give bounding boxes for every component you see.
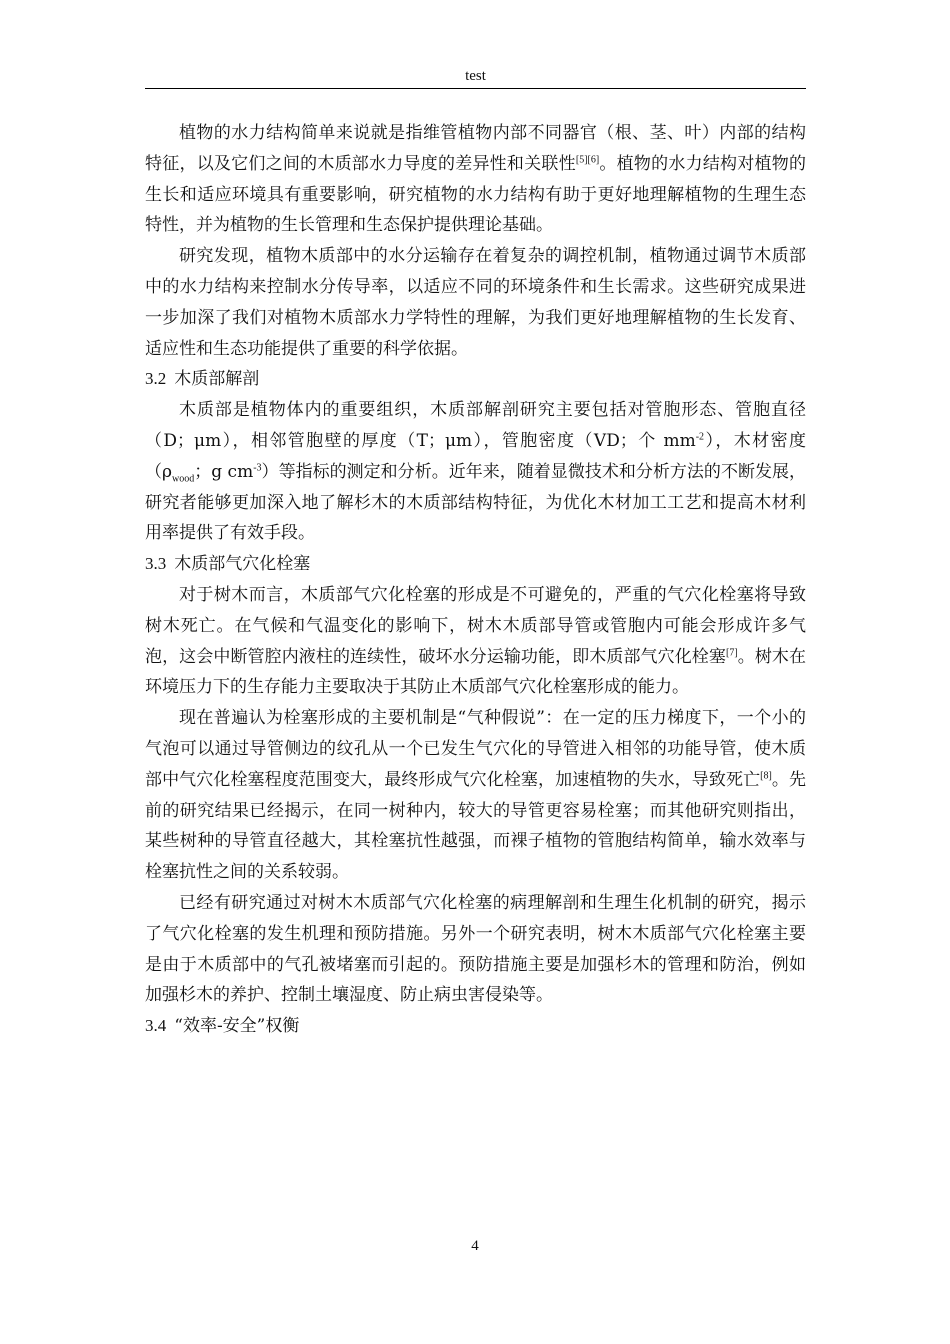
section-title: 木质部气穴化栓塞 xyxy=(174,554,311,575)
paragraph-text: ），木材密度（ρ xyxy=(145,430,807,482)
section-number: 3.4 xyxy=(145,1016,167,1036)
paragraph-prevention: 已经有研究通过对树木木质部气穴化栓塞的病理解剖和生理生化机制的研究，揭示了气穴化栓塞的发生机理和预防措施。另外一个研究表明，树木木质部气穴化栓塞主要是由于木质部中的气孔被堵塞而引起的。预防措施主要是加强杉木的管理和防治，例如加强杉木的养护、控制土壤湿度、防止病虫害侵染等。 xyxy=(145,892,806,1006)
paragraph-text: 现在普遍认为栓塞形成的主要机制是“气种假说”：在一定的压力梯度下，一个小的气泡可以通过导管侧边的纹孔从一个已发生气穴化的导管进入相邻的功能导管，使木质部中气穴化栓塞程度范围变大，最终形成气穴化栓塞，加速植物的失水，导致死亡 xyxy=(145,708,806,790)
paragraph-air-seeding xyxy=(145,703,806,888)
paragraph-text: 。先前的研究结果已经揭示，在同一树种内，较大的导管更容易栓塞；而其他研究则指出，某些树种的导管直径越大，其栓塞抗性越强，而裸子植物的管胞结构简单，输水效率与栓塞抗性之间的关系较弱。 xyxy=(145,769,807,883)
section-heading-3-4 xyxy=(145,1011,806,1042)
paragraph-text: 木质部是植物体内的重要组织，木质部解剖研究主要包括对管胞形态、管胞直径（D；μm），相邻管胞壁的厚度（T；μm），管胞密度（VD；个 mm xyxy=(145,400,806,451)
section-title: 木质部解剖 xyxy=(174,369,260,390)
paragraph-text: 植物的水力结构简单来说就是指维管植物内部不同器官（根、茎、叶）内部的结构特征，以及它们之间的木质部水力导度的差异性和关联性 xyxy=(145,123,806,174)
page-header: test xyxy=(465,68,486,84)
superscript: -3 xyxy=(253,462,262,474)
paragraph-text: ）等指标的测定和分析。近年来，随着显微技术和分析方法的不断发展，研究者能够更加深入地了解杉木的木质部结构特征，为优化木材加工工艺和提高木材利用率提供了有效手段。 xyxy=(145,461,807,544)
citation: [7] xyxy=(725,646,738,658)
page-body xyxy=(145,118,806,1042)
section-heading-3-2 xyxy=(145,364,806,395)
section-heading-3-3 xyxy=(145,549,806,580)
paragraph-text: ；g cm xyxy=(194,461,254,482)
section-number: 3.2 xyxy=(145,369,167,389)
paragraph-embolism xyxy=(145,580,806,703)
citation: [8] xyxy=(760,770,772,782)
section-title: “效率-安全”权衡 xyxy=(174,1016,300,1037)
paragraph-hydraulic-structure xyxy=(145,118,806,241)
paragraph-regulation: 研究发现，植物木质部中的水分运输存在着复杂的调控机制，植物通过调节木质部中的水力结构来控制水分传导率，以适应不同的环境条件和生长需求。这些研究成果进一步加深了我们对植物木质部水力学特性的理解，为我们更好地理解植物的生长发育、适应性和生态功能提供了重要的科学依据。 xyxy=(145,246,806,359)
subscript: wood xyxy=(172,473,195,485)
citation: [5][6] xyxy=(575,154,600,166)
paragraph-text: 。树木在环境压力下的生存能力主要取决于其防止木质部气穴化栓塞形成的能力。 xyxy=(145,646,807,698)
page-number: 4 xyxy=(471,1238,479,1254)
section-number: 3.3 xyxy=(145,554,167,574)
superscript: -2 xyxy=(695,431,705,443)
paragraph-xylem-anatomy xyxy=(145,395,806,549)
header-rule xyxy=(145,88,806,89)
paragraph-text: 对于树木而言，木质部气穴化栓塞的形成是不可避免的，严重的气穴化栓塞将导致树木死亡。在气候和气温变化的影响下，树木木质部导管或管胞内可能会形成许多气泡，这会中断管腔内液柱的连续性，破坏水分运输功能，即木质部气穴化栓塞 xyxy=(145,584,806,667)
paragraph-text: 。植物的水力结构对植物的生长和适应环境具有重要影响，研究植物的水力结构有助于更好地理解植物的生理生态特性，并为植物的生长管理和生态保护提供理论基础。 xyxy=(145,153,806,236)
